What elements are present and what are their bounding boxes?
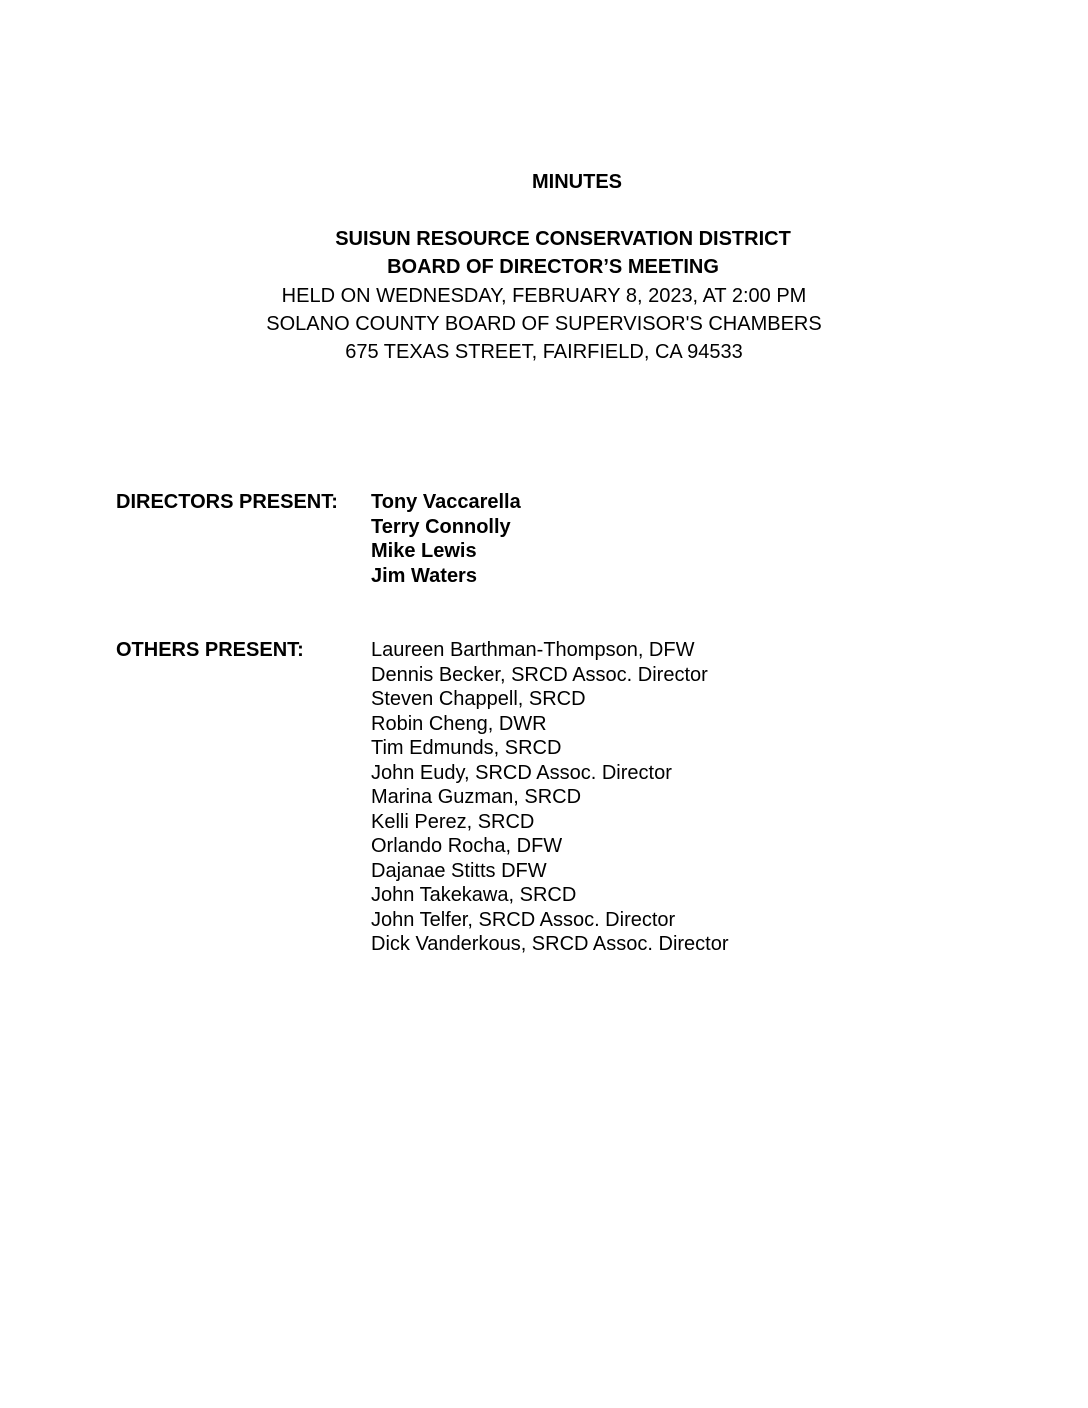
meeting-address-line: 675 TEXAS STREET, FAIRFIELD, CA 94533 — [345, 341, 743, 363]
attendee-item: Tim Edmunds, SRCD — [371, 737, 562, 759]
directors-present-label: DIRECTORS PRESENT: — [116, 491, 338, 513]
attendee-item: Orlando Rocha, DFW — [371, 835, 563, 857]
attendee-item: Laureen Barthman-Thompson, DFW — [371, 639, 695, 661]
org-name: SUISUN RESOURCE CONSERVATION DISTRICT — [335, 228, 791, 250]
attendee-item: Robin Cheng, DWR — [371, 712, 547, 735]
director-item: Tony Vaccarella — [371, 491, 521, 513]
meeting-date-line: HELD ON WEDNESDAY, FEBRUARY 8, 2023, AT 2:00 PM — [281, 285, 807, 307]
attendee-item: John Takekawa, SRCD — [371, 884, 577, 906]
director-item: Mike Lewis — [371, 540, 477, 562]
attendee-item: John Telfer, SRCD Assoc. Director — [371, 908, 676, 931]
meeting-location-line: SOLANO COUNTY BOARD OF SUPERVISOR'S CHAMBERS — [266, 313, 822, 335]
director-item: Jim Waters — [371, 564, 477, 587]
director-item: Terry Connolly — [371, 515, 511, 538]
attendee-item: Dajanae Stitts DFW — [371, 859, 547, 882]
minutes-heading: MINUTES — [532, 171, 622, 193]
directors-list — [371, 490, 521, 588]
others-present-label: OTHERS PRESENT: — [116, 639, 304, 661]
attendee-item: Dick Vanderkous, SRCD Assoc. Director — [371, 933, 729, 955]
attendee-item: Marina Guzman, SRCD — [371, 786, 582, 808]
attendee-item: Kelli Perez, SRCD — [371, 810, 535, 833]
attendee-item: John Eudy, SRCD Assoc. Director — [371, 761, 672, 784]
others-list — [371, 638, 729, 957]
attendee-item: Dennis Becker, SRCD Assoc. Director — [371, 663, 708, 686]
meeting-title: BOARD OF DIRECTOR’S MEETING — [387, 256, 719, 278]
attendee-item: Steven Chappell, SRCD — [371, 688, 586, 710]
